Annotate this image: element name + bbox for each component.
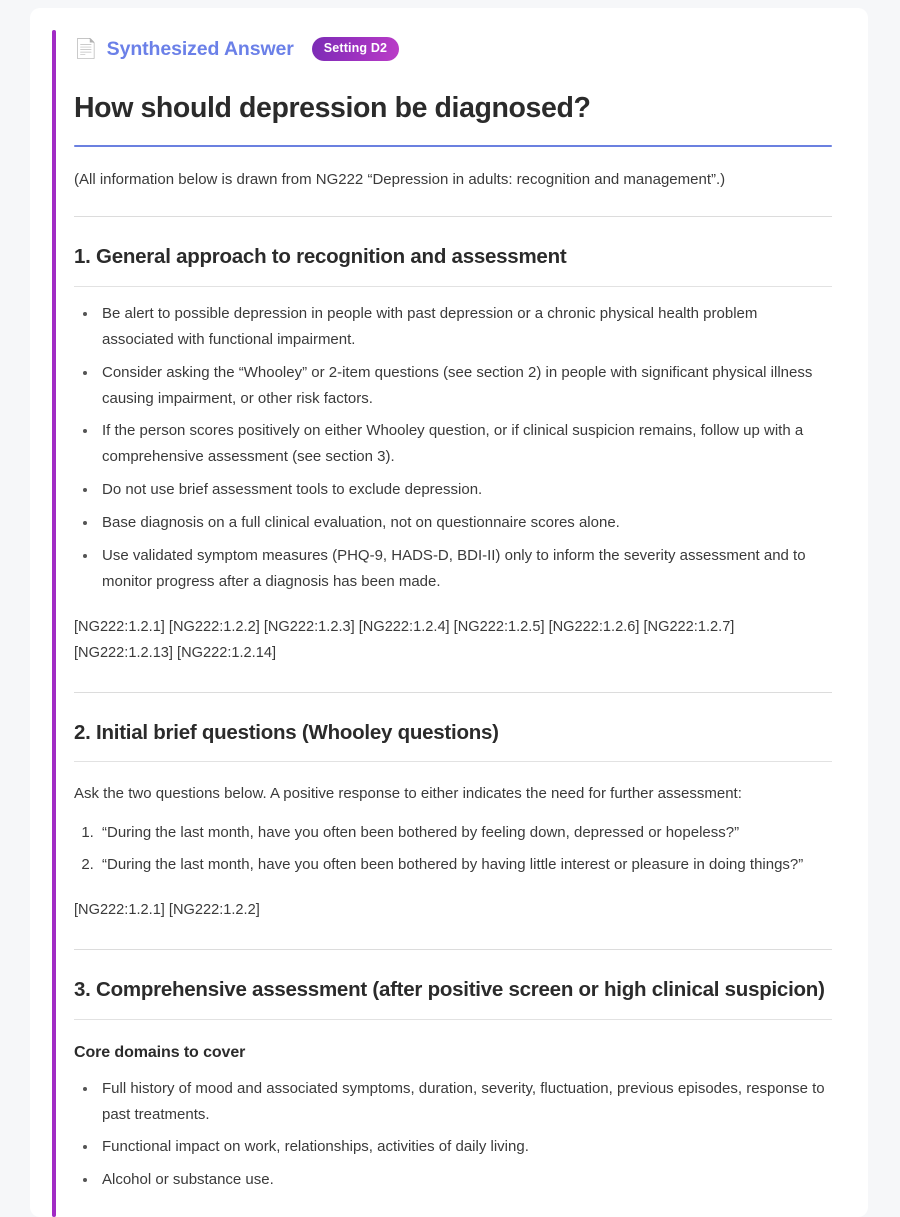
section-separator-3 — [74, 949, 832, 950]
list-item: • Do not use brief assessment tools to exclude depression. — [98, 477, 832, 503]
section-1-bullet-list — [74, 301, 832, 595]
list-item: • Consider asking the “Whooley” or 2-item questions (see section 2) in people with significant physical illness causing impairment, or other risk factors. — [98, 360, 832, 412]
list-item: • Full history of mood and associated symptoms, duration, severity, fluctuation, previous episodes, response to past treatments. — [98, 1076, 832, 1128]
list-item: • Alcohol or substance use. — [98, 1167, 832, 1193]
source-note: (All information below is drawn from NG222 “Depression in adults: recognition and management”.) — [74, 171, 726, 189]
question-title: How should depression be diagnosed? — [74, 92, 591, 124]
document-icon: 📄 — [74, 38, 98, 60]
list-item: 2. “During the last month, have you often been bothered by having little interest or pleasure in doing things?” — [98, 852, 832, 878]
left-accent-bar — [52, 30, 56, 1217]
list-item: 1. “During the last month, have you often been bothered by feeling down, depressed or hopeless?” — [98, 820, 832, 846]
section-separator-2 — [74, 692, 832, 693]
list-item: • If the person scores positively on either Whooley question, or if clinical suspicion remains, follow up with a comprehensive assessment (see section 3). — [98, 418, 832, 470]
list-item: • Base diagnosis on a full clinical evaluation, not on questionnaire scores alone. — [98, 510, 832, 536]
section-2-lead: Ask the two questions below. A positive response to either indicates the need for further assessment: — [74, 785, 742, 803]
list-item: • Functional impact on work, relationships, activities of daily living. — [98, 1134, 832, 1160]
section-3-bullet-list — [74, 1076, 832, 1194]
section-separator-1 — [74, 216, 832, 217]
section-2-numbered-list — [74, 820, 832, 879]
synthesized-answer-label: Synthesized Answer — [106, 37, 294, 60]
synthesized-answer-card — [30, 8, 868, 1217]
section-underline-3 — [74, 1019, 832, 1020]
section-1-citations: [NG222:1.2.1] [NG222:1.2.2] [NG222:1.2.3] [NG222:1.2.4] [NG222:1.2.5] [NG222:1.2.6] [NG222:1.2.7] [NG222:1.2.13] [NG222:1.2.14] — [74, 619, 735, 662]
section-2-citations: [NG222:1.2.1] [NG222:1.2.2] — [74, 902, 260, 919]
section-heading-3: 3. Comprehensive assessment (after positive screen or high clinical suspicion) — [74, 978, 825, 1002]
section-3-subheading: Core domains to cover — [74, 1043, 246, 1061]
section-underline-2 — [74, 761, 832, 762]
setting-badge: Setting D2 — [312, 37, 399, 60]
answer-header — [74, 34, 832, 64]
list-item: • Be alert to possible depression in people with past depression or a chronic physical health problem associated with functional impairment. — [98, 301, 832, 353]
section-underline-1 — [74, 286, 832, 287]
list-item: • Use validated symptom measures (PHQ-9, HADS-D, BDI-II) only to inform the severity assessment and to monitor progress after a diagnosis has been made. — [98, 543, 832, 595]
section-heading-1: 1. General approach to recognition and assessment — [74, 245, 567, 269]
section-heading-2: 2. Initial brief questions (Whooley questions) — [74, 721, 499, 744]
title-divider — [74, 145, 832, 147]
